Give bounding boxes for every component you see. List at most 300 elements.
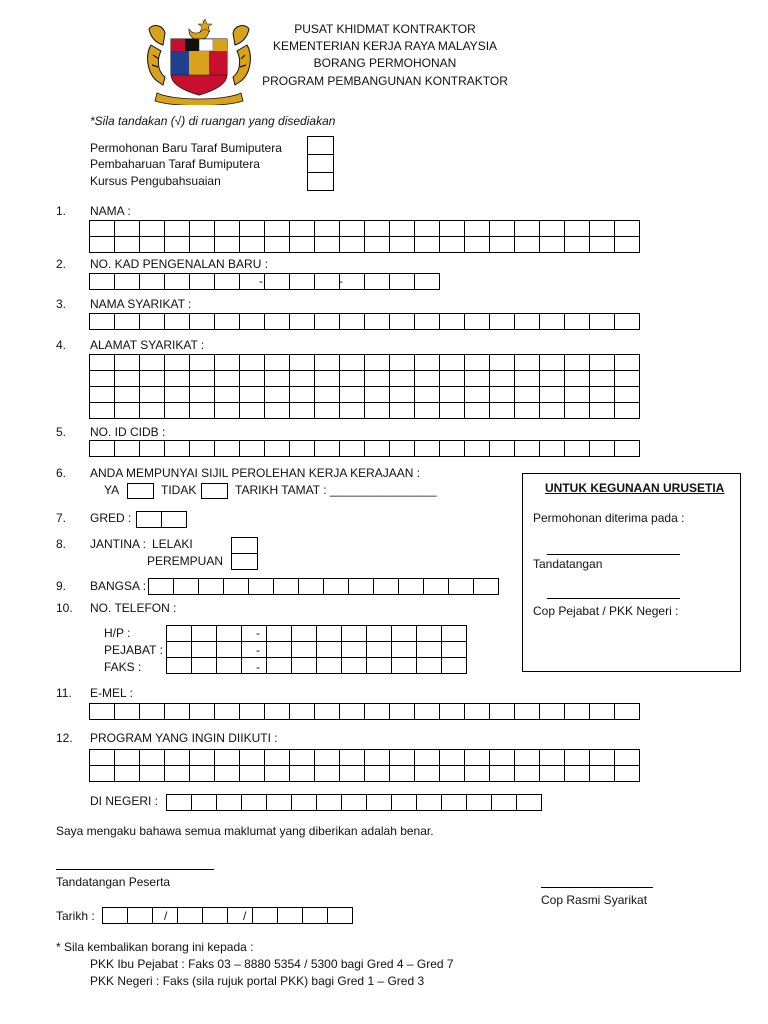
input-cell[interactable] xyxy=(316,641,342,658)
date-grid[interactable] xyxy=(102,907,352,923)
input-cell[interactable] xyxy=(489,440,515,457)
input-cell[interactable] xyxy=(441,625,467,642)
input-cell[interactable] xyxy=(89,313,115,330)
input-cell[interactable] xyxy=(514,313,540,330)
input-cell[interactable] xyxy=(489,313,515,330)
input-cell[interactable] xyxy=(489,703,515,720)
input-cell[interactable] xyxy=(364,236,390,253)
input-cell[interactable] xyxy=(216,794,242,811)
input-cell[interactable] xyxy=(166,625,192,642)
input-cell[interactable] xyxy=(414,386,440,403)
input-cell[interactable] xyxy=(464,703,490,720)
input-cell[interactable] xyxy=(564,220,590,237)
input-cell[interactable] xyxy=(89,386,115,403)
input-cell[interactable] xyxy=(139,703,165,720)
input-cell[interactable] xyxy=(364,440,390,457)
input-cell[interactable] xyxy=(489,765,515,782)
input-cell[interactable] xyxy=(291,794,317,811)
input-cell[interactable] xyxy=(564,386,590,403)
input-cell[interactable] xyxy=(439,703,465,720)
input-cell[interactable] xyxy=(441,657,467,674)
input-cell[interactable] xyxy=(364,370,390,387)
input-cell[interactable] xyxy=(214,273,240,290)
input-cell[interactable] xyxy=(589,703,615,720)
input-cell[interactable] xyxy=(139,354,165,371)
input-cell[interactable] xyxy=(289,354,315,371)
input-cell[interactable] xyxy=(164,765,190,782)
input-cell[interactable] xyxy=(164,402,190,419)
input-cell[interactable] xyxy=(164,749,190,766)
input-cell[interactable] xyxy=(339,703,365,720)
input-cell[interactable] xyxy=(189,386,215,403)
input-cell[interactable] xyxy=(339,313,365,330)
input-cell[interactable] xyxy=(102,907,128,924)
input-cell[interactable] xyxy=(266,625,292,642)
certificate-yes-checkbox[interactable] xyxy=(127,483,154,499)
input-cell[interactable] xyxy=(214,313,240,330)
input-cell[interactable] xyxy=(464,236,490,253)
input-cell[interactable] xyxy=(114,440,140,457)
input-cell[interactable] xyxy=(314,703,340,720)
input-cell[interactable] xyxy=(223,578,249,595)
input-cell[interactable] xyxy=(239,386,265,403)
input-cell[interactable] xyxy=(239,354,265,371)
input-cell[interactable] xyxy=(139,749,165,766)
input-cell[interactable] xyxy=(241,657,267,674)
input-cell[interactable] xyxy=(389,354,415,371)
input-cell[interactable] xyxy=(89,220,115,237)
input-cell[interactable] xyxy=(364,402,390,419)
input-cell[interactable] xyxy=(589,354,615,371)
input-cell[interactable] xyxy=(214,370,240,387)
gender-male-checkbox[interactable] xyxy=(231,537,258,554)
input-cell[interactable] xyxy=(423,578,449,595)
input-cell[interactable] xyxy=(264,703,290,720)
input-cell[interactable] xyxy=(539,220,565,237)
input-cell[interactable] xyxy=(341,625,367,642)
input-cell[interactable] xyxy=(489,749,515,766)
input-cell[interactable] xyxy=(391,625,417,642)
input-cell[interactable] xyxy=(314,765,340,782)
input-cell[interactable] xyxy=(89,703,115,720)
input-cell[interactable] xyxy=(166,657,192,674)
input-cell[interactable] xyxy=(266,641,292,658)
input-cell[interactable] xyxy=(214,703,240,720)
input-cell[interactable] xyxy=(314,370,340,387)
input-cell[interactable] xyxy=(114,370,140,387)
input-cell[interactable] xyxy=(339,402,365,419)
input-cell[interactable] xyxy=(439,440,465,457)
input-cell[interactable] xyxy=(148,578,174,595)
grade-grid[interactable] xyxy=(136,511,186,527)
input-cell[interactable] xyxy=(114,749,140,766)
input-cell[interactable] xyxy=(439,749,465,766)
input-cell[interactable] xyxy=(314,440,340,457)
input-cell[interactable] xyxy=(614,313,640,330)
input-cell[interactable] xyxy=(389,749,415,766)
input-cell[interactable] xyxy=(252,907,278,924)
input-cell[interactable] xyxy=(266,657,292,674)
input-cell[interactable] xyxy=(589,402,615,419)
input-cell[interactable] xyxy=(539,402,565,419)
ic-number-grid[interactable] xyxy=(89,273,439,289)
input-cell[interactable] xyxy=(366,794,392,811)
input-cell[interactable] xyxy=(139,273,165,290)
input-cell[interactable] xyxy=(514,386,540,403)
input-cell[interactable] xyxy=(164,273,190,290)
input-cell[interactable] xyxy=(389,402,415,419)
input-cell[interactable] xyxy=(239,765,265,782)
input-cell[interactable] xyxy=(214,765,240,782)
input-cell[interactable] xyxy=(364,220,390,237)
input-cell[interactable] xyxy=(441,794,467,811)
input-cell[interactable] xyxy=(316,794,342,811)
input-cell[interactable] xyxy=(414,402,440,419)
input-cell[interactable] xyxy=(114,220,140,237)
input-cell[interactable] xyxy=(291,641,317,658)
input-cell[interactable] xyxy=(514,354,540,371)
option-checkbox-renew[interactable] xyxy=(307,154,334,173)
input-cell[interactable] xyxy=(491,794,517,811)
input-cell[interactable] xyxy=(439,370,465,387)
state-grid[interactable] xyxy=(166,794,541,810)
input-cell[interactable] xyxy=(348,578,374,595)
input-cell[interactable] xyxy=(589,370,615,387)
input-cell[interactable] xyxy=(339,370,365,387)
input-cell[interactable] xyxy=(264,273,290,290)
input-cell[interactable] xyxy=(589,220,615,237)
input-cell[interactable] xyxy=(391,657,417,674)
input-cell[interactable] xyxy=(264,402,290,419)
input-cell[interactable] xyxy=(439,313,465,330)
input-cell[interactable] xyxy=(289,370,315,387)
input-cell[interactable] xyxy=(389,273,415,290)
input-cell[interactable] xyxy=(214,354,240,371)
input-cell[interactable] xyxy=(289,440,315,457)
input-cell[interactable] xyxy=(216,657,242,674)
input-cell[interactable] xyxy=(239,440,265,457)
participant-signature-line[interactable] xyxy=(56,869,214,870)
input-cell[interactable] xyxy=(89,370,115,387)
input-cell[interactable] xyxy=(341,641,367,658)
input-cell[interactable] xyxy=(139,236,165,253)
input-cell[interactable] xyxy=(89,236,115,253)
input-cell[interactable] xyxy=(514,765,540,782)
input-cell[interactable] xyxy=(189,370,215,387)
input-cell[interactable] xyxy=(464,765,490,782)
input-cell[interactable] xyxy=(289,236,315,253)
input-cell[interactable] xyxy=(241,641,267,658)
input-cell[interactable] xyxy=(473,578,499,595)
input-cell[interactable] xyxy=(464,220,490,237)
input-cell[interactable] xyxy=(289,402,315,419)
input-cell[interactable] xyxy=(589,765,615,782)
input-cell[interactable] xyxy=(341,794,367,811)
input-cell[interactable] xyxy=(277,907,303,924)
input-cell[interactable] xyxy=(314,273,340,290)
input-cell[interactable] xyxy=(289,703,315,720)
input-cell[interactable] xyxy=(189,313,215,330)
input-cell[interactable] xyxy=(414,313,440,330)
input-cell[interactable] xyxy=(614,703,640,720)
input-cell[interactable] xyxy=(339,386,365,403)
company-address-grid[interactable] xyxy=(89,354,639,418)
input-cell[interactable] xyxy=(339,749,365,766)
input-cell[interactable] xyxy=(139,440,165,457)
input-cell[interactable] xyxy=(339,354,365,371)
input-cell[interactable] xyxy=(264,354,290,371)
input-cell[interactable] xyxy=(139,370,165,387)
input-cell[interactable] xyxy=(89,273,115,290)
input-cell[interactable] xyxy=(514,402,540,419)
input-cell[interactable] xyxy=(114,703,140,720)
input-cell[interactable] xyxy=(414,703,440,720)
input-cell[interactable] xyxy=(514,370,540,387)
input-cell[interactable] xyxy=(114,765,140,782)
input-cell[interactable] xyxy=(539,749,565,766)
input-cell[interactable] xyxy=(441,641,467,658)
input-cell[interactable] xyxy=(564,354,590,371)
gender-female-checkbox[interactable] xyxy=(231,553,258,570)
input-cell[interactable] xyxy=(264,440,290,457)
input-cell[interactable] xyxy=(564,765,590,782)
input-cell[interactable] xyxy=(564,313,590,330)
office-signature-line[interactable] xyxy=(547,598,680,599)
input-cell[interactable] xyxy=(464,370,490,387)
input-cell[interactable] xyxy=(289,765,315,782)
input-cell[interactable] xyxy=(391,641,417,658)
input-cell[interactable] xyxy=(189,749,215,766)
input-cell[interactable] xyxy=(139,313,165,330)
input-cell[interactable] xyxy=(564,236,590,253)
input-cell[interactable] xyxy=(464,354,490,371)
input-cell[interactable] xyxy=(414,273,440,290)
input-cell[interactable] xyxy=(389,313,415,330)
input-cell[interactable] xyxy=(489,370,515,387)
input-cell[interactable] xyxy=(514,220,540,237)
email-grid[interactable] xyxy=(89,703,639,719)
input-cell[interactable] xyxy=(416,625,442,642)
input-cell[interactable] xyxy=(539,354,565,371)
input-cell[interactable] xyxy=(214,440,240,457)
input-cell[interactable] xyxy=(466,794,492,811)
input-cell[interactable] xyxy=(539,765,565,782)
input-cell[interactable] xyxy=(323,578,349,595)
input-cell[interactable] xyxy=(302,907,328,924)
input-cell[interactable] xyxy=(191,641,217,658)
company-stamp-line[interactable] xyxy=(541,887,653,888)
input-cell[interactable] xyxy=(389,370,415,387)
input-cell[interactable] xyxy=(389,386,415,403)
input-cell[interactable] xyxy=(164,354,190,371)
input-cell[interactable] xyxy=(366,657,392,674)
input-cell[interactable] xyxy=(614,354,640,371)
input-cell[interactable] xyxy=(191,794,217,811)
input-cell[interactable] xyxy=(414,220,440,237)
input-cell[interactable] xyxy=(164,313,190,330)
input-cell[interactable] xyxy=(314,749,340,766)
input-cell[interactable] xyxy=(373,578,399,595)
input-cell[interactable] xyxy=(289,749,315,766)
input-cell[interactable] xyxy=(439,386,465,403)
input-cell[interactable] xyxy=(366,625,392,642)
input-cell[interactable] xyxy=(164,236,190,253)
input-cell[interactable] xyxy=(164,703,190,720)
input-cell[interactable] xyxy=(264,313,290,330)
input-cell[interactable] xyxy=(114,386,140,403)
input-cell[interactable] xyxy=(366,641,392,658)
input-cell[interactable] xyxy=(414,749,440,766)
input-cell[interactable] xyxy=(389,220,415,237)
input-cell[interactable] xyxy=(264,765,290,782)
input-cell[interactable] xyxy=(327,907,353,924)
input-cell[interactable] xyxy=(139,386,165,403)
input-cell[interactable] xyxy=(614,402,640,419)
input-cell[interactable] xyxy=(214,402,240,419)
input-cell[interactable] xyxy=(489,402,515,419)
input-cell[interactable] xyxy=(614,386,640,403)
office-received-line[interactable] xyxy=(547,554,680,555)
input-cell[interactable] xyxy=(191,657,217,674)
input-cell[interactable] xyxy=(414,440,440,457)
input-cell[interactable] xyxy=(589,313,615,330)
input-cell[interactable] xyxy=(539,236,565,253)
input-cell[interactable] xyxy=(164,386,190,403)
input-cell[interactable] xyxy=(239,313,265,330)
input-cell[interactable] xyxy=(164,370,190,387)
input-cell[interactable] xyxy=(439,765,465,782)
input-cell[interactable] xyxy=(189,765,215,782)
input-cell[interactable] xyxy=(241,794,267,811)
input-cell[interactable] xyxy=(439,354,465,371)
input-cell[interactable] xyxy=(489,236,515,253)
input-cell[interactable] xyxy=(564,402,590,419)
input-cell[interactable] xyxy=(364,765,390,782)
input-cell[interactable] xyxy=(416,641,442,658)
input-cell[interactable] xyxy=(589,749,615,766)
input-cell[interactable] xyxy=(273,578,299,595)
input-cell[interactable] xyxy=(364,313,390,330)
input-cell[interactable] xyxy=(439,236,465,253)
program-grid[interactable] xyxy=(89,749,639,781)
input-cell[interactable] xyxy=(439,402,465,419)
input-cell[interactable] xyxy=(339,440,365,457)
input-cell[interactable] xyxy=(414,354,440,371)
input-cell[interactable] xyxy=(239,236,265,253)
input-cell[interactable] xyxy=(539,703,565,720)
input-cell[interactable] xyxy=(161,511,187,528)
input-cell[interactable] xyxy=(164,220,190,237)
input-cell[interactable] xyxy=(289,273,315,290)
input-cell[interactable] xyxy=(89,440,115,457)
input-cell[interactable] xyxy=(364,386,390,403)
input-cell[interactable] xyxy=(239,749,265,766)
input-cell[interactable] xyxy=(239,370,265,387)
input-cell[interactable] xyxy=(298,578,324,595)
input-cell[interactable] xyxy=(264,370,290,387)
input-cell[interactable] xyxy=(264,236,290,253)
input-cell[interactable] xyxy=(89,749,115,766)
input-cell[interactable] xyxy=(464,440,490,457)
input-cell[interactable] xyxy=(416,657,442,674)
input-cell[interactable] xyxy=(464,402,490,419)
input-cell[interactable] xyxy=(189,402,215,419)
input-cell[interactable] xyxy=(136,511,162,528)
input-cell[interactable] xyxy=(564,749,590,766)
input-cell[interactable] xyxy=(266,794,292,811)
input-cell[interactable] xyxy=(539,370,565,387)
input-cell[interactable] xyxy=(389,703,415,720)
input-cell[interactable] xyxy=(114,273,140,290)
input-cell[interactable] xyxy=(191,625,217,642)
input-cell[interactable] xyxy=(214,236,240,253)
input-cell[interactable] xyxy=(489,386,515,403)
input-cell[interactable] xyxy=(189,440,215,457)
input-cell[interactable] xyxy=(173,578,199,595)
input-cell[interactable] xyxy=(248,578,274,595)
input-cell[interactable] xyxy=(239,402,265,419)
input-cell[interactable] xyxy=(514,236,540,253)
input-cell[interactable] xyxy=(539,440,565,457)
input-cell[interactable] xyxy=(114,236,140,253)
input-cell[interactable] xyxy=(614,236,640,253)
input-cell[interactable] xyxy=(516,794,542,811)
input-cell[interactable] xyxy=(216,625,242,642)
input-cell[interactable] xyxy=(414,765,440,782)
input-cell[interactable] xyxy=(214,386,240,403)
input-cell[interactable] xyxy=(291,625,317,642)
option-checkbox-new[interactable] xyxy=(307,136,334,155)
option-checkbox-course[interactable] xyxy=(307,172,334,191)
input-cell[interactable] xyxy=(339,765,365,782)
input-cell[interactable] xyxy=(589,440,615,457)
race-grid[interactable] xyxy=(148,578,498,594)
input-cell[interactable] xyxy=(289,386,315,403)
input-cell[interactable] xyxy=(514,703,540,720)
input-cell[interactable] xyxy=(464,749,490,766)
certificate-no-checkbox[interactable] xyxy=(201,483,228,499)
input-cell[interactable] xyxy=(239,703,265,720)
input-cell[interactable] xyxy=(539,313,565,330)
input-cell[interactable] xyxy=(614,765,640,782)
input-cell[interactable] xyxy=(139,220,165,237)
input-cell[interactable] xyxy=(389,765,415,782)
input-cell[interactable] xyxy=(414,370,440,387)
input-cell[interactable] xyxy=(264,749,290,766)
input-cell[interactable] xyxy=(114,313,140,330)
input-cell[interactable] xyxy=(316,657,342,674)
input-cell[interactable] xyxy=(189,703,215,720)
input-cell[interactable] xyxy=(89,354,115,371)
certificate-expiry-field[interactable]: TARIKH TAMAT : ________________ xyxy=(235,483,437,497)
input-cell[interactable] xyxy=(614,749,640,766)
input-cell[interactable] xyxy=(264,386,290,403)
input-cell[interactable] xyxy=(314,354,340,371)
input-cell[interactable] xyxy=(339,236,365,253)
input-cell[interactable] xyxy=(177,907,203,924)
input-cell[interactable] xyxy=(189,273,215,290)
phone-number-grid[interactable] xyxy=(166,625,466,673)
input-cell[interactable] xyxy=(564,370,590,387)
input-cell[interactable] xyxy=(139,402,165,419)
input-cell[interactable] xyxy=(216,641,242,658)
input-cell[interactable] xyxy=(314,220,340,237)
input-cell[interactable] xyxy=(239,220,265,237)
input-cell[interactable] xyxy=(114,354,140,371)
input-cell[interactable] xyxy=(89,402,115,419)
input-cell[interactable] xyxy=(391,794,417,811)
company-name-grid[interactable] xyxy=(89,313,639,329)
